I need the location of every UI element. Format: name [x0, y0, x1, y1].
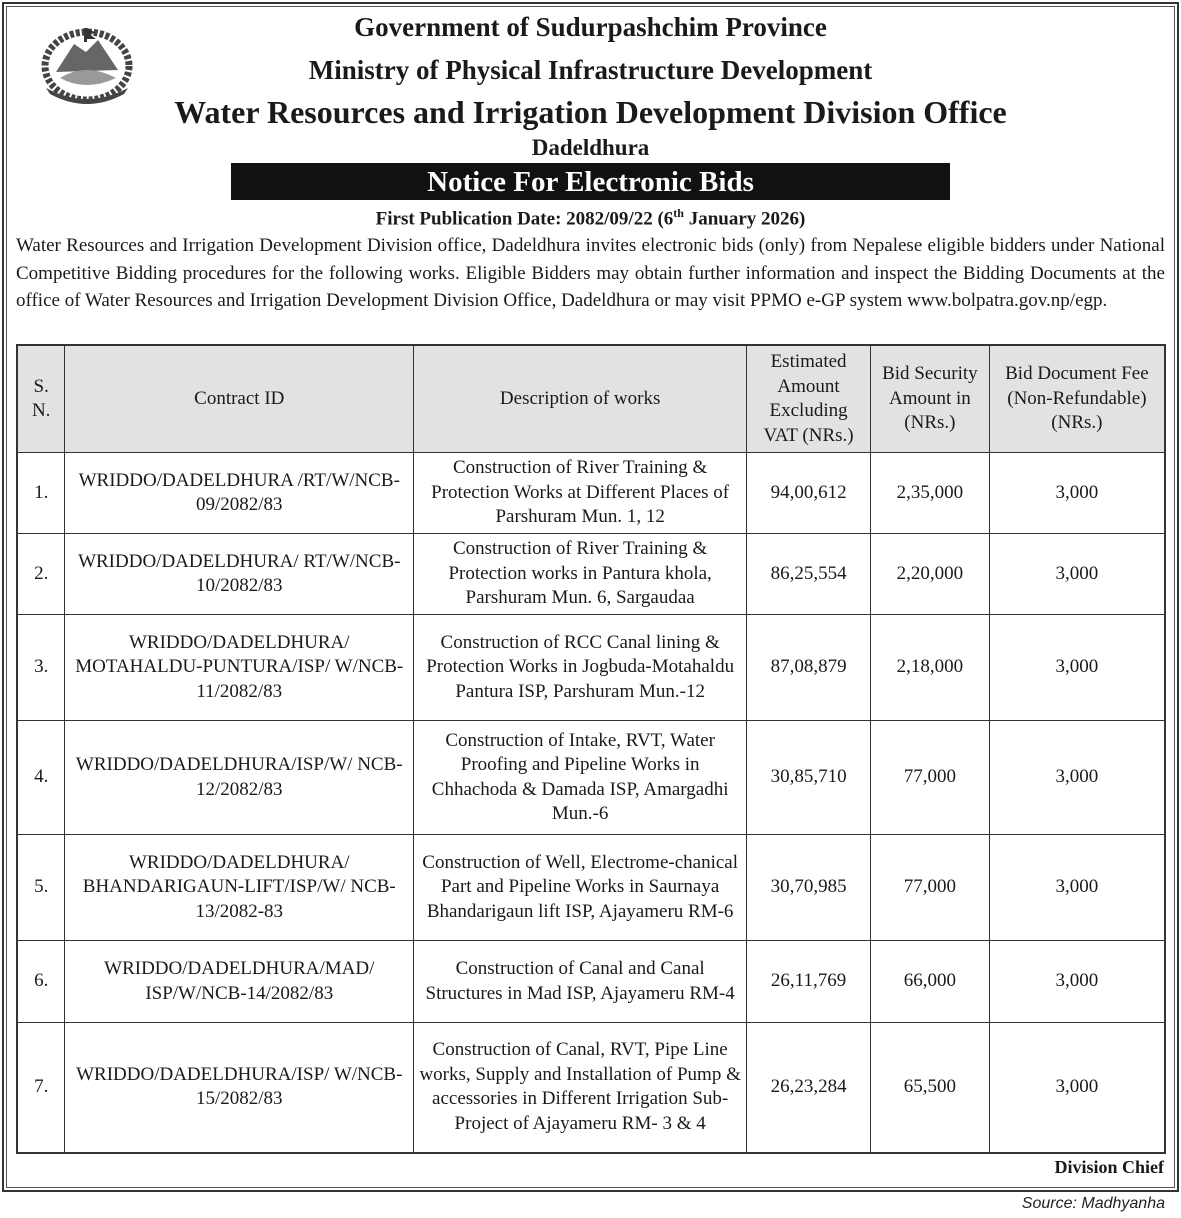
table-cell: WRIDDO/DADELDHURA/ MOTAHALDU-PUNTURA/ISP/ W/NCB-11/2082/83: [65, 615, 414, 721]
table-row: [17, 615, 1165, 721]
table-header-row: [17, 345, 1165, 453]
table-cell: 6.: [17, 941, 65, 1023]
table-cell: 1.: [17, 453, 65, 534]
table-cell: 26,23,284: [747, 1023, 871, 1153]
table-cell: 3.: [17, 615, 65, 721]
table-cell: 65,500: [870, 1023, 989, 1153]
ministry-title: Ministry of Physical Infrastructure Development: [308, 55, 873, 85]
source-credit: Source: Madhyanha: [1021, 1195, 1165, 1212]
intro-paragraph: Water Resources and Irrigation Development Division office, Dadeldhura invites electronic bids (only) from Nepalese eligible bidders under National Competitive Bidding procedures for the following works. Eligible Bidders may obtain further information and inspect the Bidding Documents at the office of Water Resources and Irrigation Development Division Office, Dadeldhura or may visit PPMO e-GP system www.bolpatra.gov.np/egp.: [16, 235, 1165, 311]
table-cell: 30,70,985: [747, 835, 871, 941]
office-title: Water Resources and Irrigation Development Division Office: [174, 94, 1007, 130]
table-row: [17, 941, 1165, 1023]
table-cell: 3,000: [989, 1023, 1165, 1153]
table-cell: WRIDDO/DADELDHURA/ BHANDARIGAUN-LIFT/ISP/W/ NCB-13/2082-83: [65, 835, 414, 941]
table-cell: Construction of River Training & Protection Works at Different Places of Parshuram Mun. 1, 12: [414, 453, 747, 534]
column-header: S. N.: [17, 345, 65, 453]
table-cell: 5.: [17, 835, 65, 941]
column-header: Description of works: [414, 345, 747, 453]
table-cell: 87,08,879: [747, 615, 871, 721]
table-cell: 86,25,554: [747, 534, 871, 615]
table-cell: WRIDDO/DADELDHURA/ISP/W/ NCB-12/2082/83: [65, 721, 414, 835]
table-cell: 3,000: [989, 615, 1165, 721]
table-cell: 30,85,710: [747, 721, 871, 835]
table-cell: WRIDDO/DADELDHURA/ RT/W/NCB-10/2082/83: [65, 534, 414, 615]
table-cell: 3,000: [989, 453, 1165, 534]
table-cell: Construction of Canal, RVT, Pipe Line works, Supply and Installation of Pump & accessories in Different Irrigation Sub-Project of Ajayameru RM- 3 & 4: [414, 1023, 747, 1153]
table-row: [17, 721, 1165, 835]
table-cell: 3,000: [989, 721, 1165, 835]
notice-title: Notice For Electronic Bids: [231, 163, 950, 200]
table-cell: 94,00,612: [747, 453, 871, 534]
table-cell: WRIDDO/DADELDHURA/ISP/ W/NCB-15/2082/83: [65, 1023, 414, 1153]
column-header: Bid Document Fee (Non-Refundable) (NRs.): [989, 345, 1165, 453]
bids-table: [16, 344, 1166, 1154]
table-cell: Construction of Intake, RVT, Water Proofing and Pipeline Works in Chhachoda & Damada ISP, Amargadhi Mun.-6: [414, 721, 747, 835]
table-cell: 3,000: [989, 534, 1165, 615]
table-cell: Construction of Well, Electrome-chanical Part and Pipeline Works in Saurnaya Bhandarigaun lift ISP, Ajayameru RM-6: [414, 835, 747, 941]
table-cell: Construction of RCC Canal lining & Protection Works in Jogbuda-Motahaldu Pantura ISP, Parshuram Mun.-12: [414, 615, 747, 721]
table-cell: 77,000: [870, 835, 989, 941]
table-cell: 7.: [17, 1023, 65, 1153]
table-row: [17, 453, 1165, 534]
table-row: [17, 835, 1165, 941]
government-title: Government of Sudurpashchim Province: [354, 12, 827, 42]
table-cell: 3,000: [989, 941, 1165, 1023]
table-cell: Construction of River Training & Protection works in Pantura khola, Parshuram Mun. 6, Sargaudaa: [414, 534, 747, 615]
column-header: Estimated Amount Excluding VAT (NRs.): [747, 345, 871, 453]
table-cell: 66,000: [870, 941, 989, 1023]
table-cell: 2.: [17, 534, 65, 615]
table-cell: WRIDDO/DADELDHURA /RT/W/NCB-09/2082/83: [65, 453, 414, 534]
table-row: [17, 1023, 1165, 1153]
column-header: Bid Security Amount in (NRs.): [870, 345, 989, 453]
table-row: [17, 534, 1165, 615]
table-cell: 4.: [17, 721, 65, 835]
table-cell: 3,000: [989, 835, 1165, 941]
table-cell: Construction of Canal and Canal Structures in Mad ISP, Ajayameru RM-4: [414, 941, 747, 1023]
table-cell: WRIDDO/DADELDHURA/MAD/ ISP/W/NCB-14/2082/83: [65, 941, 414, 1023]
table-cell: 77,000: [870, 721, 989, 835]
signature: Division Chief: [1054, 1157, 1164, 1177]
publication-date: First Publication Date: 2082/09/22 (6th January 2026): [375, 206, 806, 230]
table-cell: 2,20,000: [870, 534, 989, 615]
table-cell: 26,11,769: [747, 941, 871, 1023]
office-location: Dadeldhura: [531, 135, 650, 160]
column-header: Contract ID: [65, 345, 414, 453]
table-cell: 2,35,000: [870, 453, 989, 534]
table-cell: 2,18,000: [870, 615, 989, 721]
